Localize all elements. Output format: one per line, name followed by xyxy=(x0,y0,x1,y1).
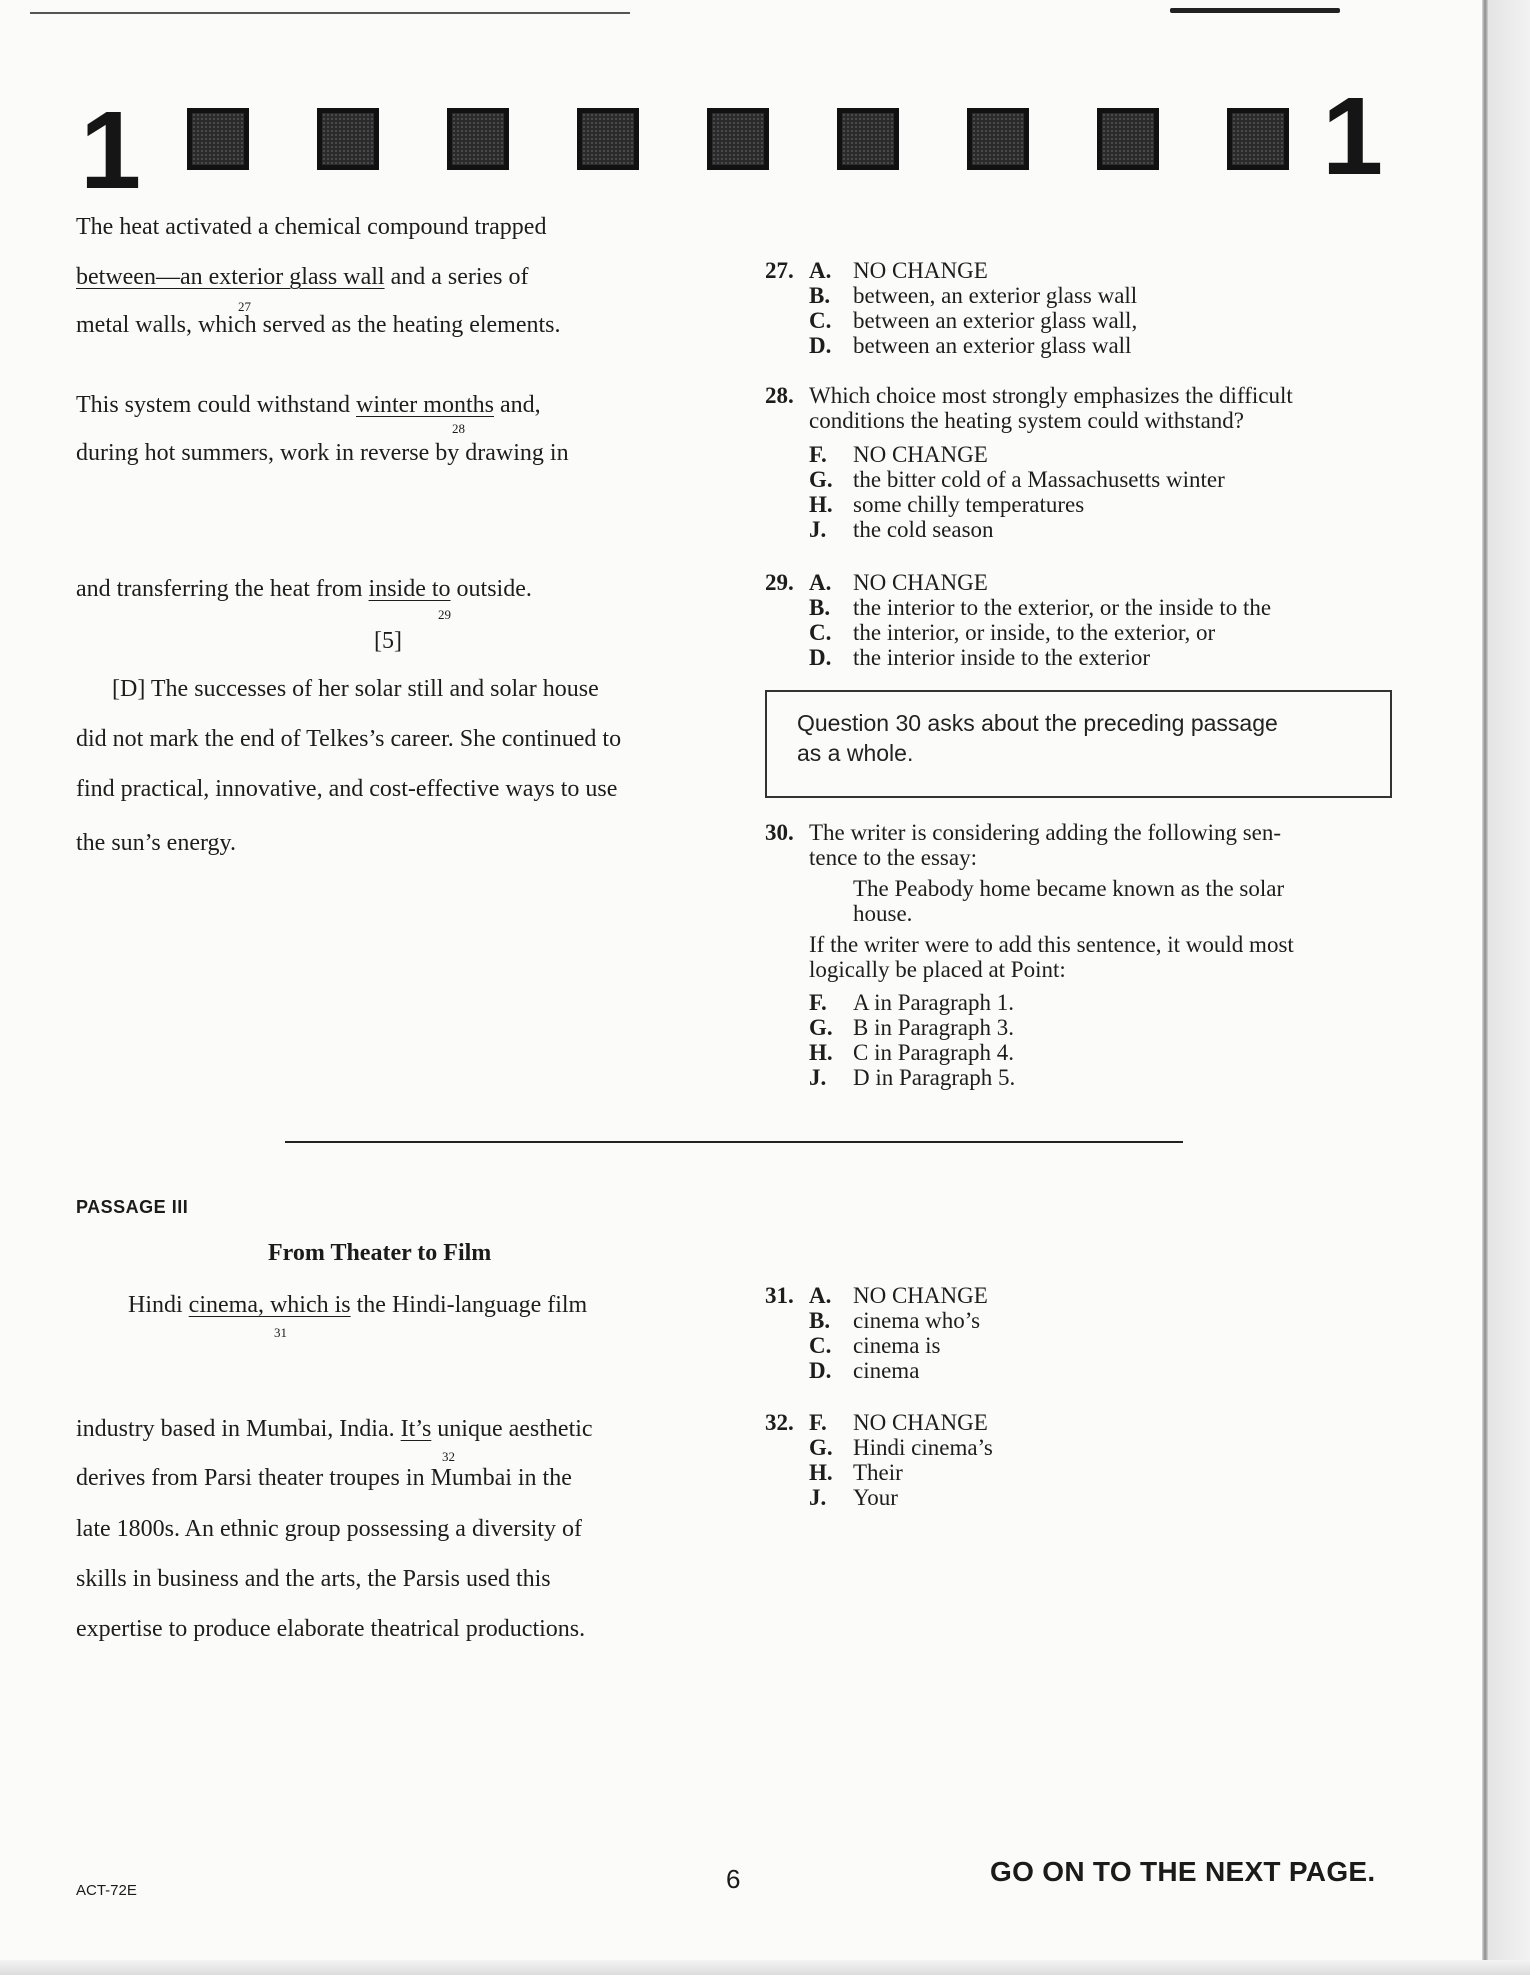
option-text: the bitter cold of a Massachusetts winter xyxy=(853,467,1225,492)
passage-line xyxy=(128,1290,587,1320)
ref-number-32: 32 xyxy=(442,1449,455,1464)
question-number: 29. xyxy=(765,570,794,595)
option-text: cinema who’s xyxy=(853,1308,981,1333)
callout-text: as a whole. xyxy=(797,740,914,766)
passage-title: From Theater to Film xyxy=(268,1240,492,1266)
question-stem: tence to the essay: xyxy=(809,845,977,870)
question-31 xyxy=(765,1283,988,1383)
question-28 xyxy=(765,383,1293,542)
header-square xyxy=(837,108,899,170)
option-text: Their xyxy=(853,1460,903,1485)
question-number: 31. xyxy=(765,1283,794,1308)
option-letter: H. xyxy=(809,492,833,517)
section-divider xyxy=(285,1141,1183,1143)
option-letter: A. xyxy=(809,570,832,595)
option-letter: D. xyxy=(809,1358,832,1383)
question-number: 28. xyxy=(765,383,794,408)
option-letter: H. xyxy=(809,1040,833,1065)
underlined-segment-27[interactable]: between—an exterior glass wall xyxy=(76,264,385,290)
option-text: the interior, or inside, to the exterior, or xyxy=(853,620,1216,645)
question-stem: logically be placed at Point: xyxy=(809,957,1066,982)
option-text: between an exterior glass wall xyxy=(853,333,1132,358)
form-code: ACT-72E xyxy=(76,1882,137,1899)
option-text: between, an exterior glass wall xyxy=(853,283,1138,308)
header-square xyxy=(187,108,249,170)
option-letter: J. xyxy=(809,1065,827,1090)
answer-option[interactable] xyxy=(809,283,1137,308)
page-number: 6 xyxy=(726,1864,741,1894)
option-letter: G. xyxy=(809,1015,833,1040)
passage-text: and, xyxy=(493,392,541,418)
option-letter: C. xyxy=(809,1333,832,1358)
passage-line: The heat activated a chemical compound trapped xyxy=(76,214,547,240)
passage-line: metal walls, which served as the heating elements. xyxy=(76,312,561,338)
ref-number-28: 28 xyxy=(452,421,465,436)
option-letter: B. xyxy=(809,595,831,620)
underlined-segment-32[interactable]: It’s xyxy=(400,1416,432,1442)
passage-line: find practical, innovative, and cost-effective ways to use xyxy=(76,776,618,802)
answer-option[interactable] xyxy=(809,1460,993,1485)
passage-line xyxy=(76,390,541,420)
answer-option[interactable] xyxy=(809,517,1293,542)
option-letter: J. xyxy=(809,1485,827,1510)
option-text: NO CHANGE xyxy=(853,442,988,467)
option-text: NO CHANGE xyxy=(853,570,988,595)
question-number: 32. xyxy=(765,1410,794,1435)
callout-text: Question 30 asks about the preceding passage xyxy=(797,710,1278,736)
passage-label: PASSAGE III xyxy=(76,1197,189,1217)
passage-text: and transferring the heat from xyxy=(76,576,369,602)
go-on-instruction: GO ON TO THE NEXT PAGE. xyxy=(990,1856,1376,1887)
question-32 xyxy=(765,1410,993,1510)
header-square xyxy=(577,108,639,170)
option-text: NO CHANGE xyxy=(853,258,988,283)
passage-text: outside. xyxy=(450,576,532,602)
passage-line xyxy=(76,262,529,292)
option-letter: H. xyxy=(809,1460,833,1485)
answer-option[interactable] xyxy=(809,308,1137,333)
section-number-left: 1 xyxy=(80,89,142,212)
answer-option[interactable] xyxy=(809,595,1271,620)
option-text: B in Paragraph 3. xyxy=(853,1015,1014,1040)
option-letter: G. xyxy=(809,467,833,492)
option-text: cinema is xyxy=(853,1333,941,1358)
option-text: NO CHANGE xyxy=(853,1410,988,1435)
option-text: the interior to the exterior, or the inside to the xyxy=(853,595,1272,620)
answer-option[interactable] xyxy=(809,1065,1294,1090)
passage-text: and a series of xyxy=(384,264,529,290)
page-edge-line xyxy=(1482,0,1488,1975)
passage-text: the Hindi-language film xyxy=(350,1292,588,1318)
option-text: Hindi cinema’s xyxy=(853,1435,993,1460)
option-letter: G. xyxy=(809,1435,833,1460)
option-text: A in Paragraph 1. xyxy=(853,990,1014,1015)
option-letter: A. xyxy=(809,1283,832,1308)
answer-option[interactable] xyxy=(809,333,1137,358)
ref-number-29: 29 xyxy=(438,607,451,622)
option-letter: A. xyxy=(809,258,832,283)
option-letter: J. xyxy=(809,517,827,542)
option-letter: B. xyxy=(809,1308,831,1333)
option-text: the interior inside to the exterior xyxy=(853,645,1150,670)
answer-option[interactable] xyxy=(809,1333,988,1358)
passage-line xyxy=(76,1414,593,1444)
answer-option[interactable] xyxy=(809,1410,993,1435)
quoted-sentence: The Peabody home became known as the solar xyxy=(853,876,1285,901)
answer-option[interactable] xyxy=(809,1435,993,1460)
header-square xyxy=(967,108,1029,170)
passage-line: during hot summers, work in reverse by drawing in xyxy=(76,440,569,466)
passage-line: late 1800s. An ethnic group possessing a diversity of xyxy=(76,1516,582,1542)
answer-option[interactable] xyxy=(809,1040,1294,1065)
option-text: C in Paragraph 4. xyxy=(853,1040,1014,1065)
answer-option[interactable] xyxy=(809,1308,988,1333)
header-square xyxy=(1097,108,1159,170)
answer-option[interactable] xyxy=(809,645,1271,670)
option-letter: D. xyxy=(809,333,832,358)
paragraph-marker: [5] xyxy=(374,628,402,654)
ref-number-27: 27 xyxy=(238,299,251,314)
passage-text: industry based in Mumbai, India. xyxy=(76,1416,401,1442)
answer-option[interactable] xyxy=(809,570,1271,595)
option-text: the cold season xyxy=(853,517,994,542)
answer-option[interactable] xyxy=(809,1485,993,1510)
passage-text: This system could withstand xyxy=(76,392,356,418)
section-number-right: 1 xyxy=(1322,75,1384,198)
answer-option[interactable] xyxy=(809,467,1293,492)
passage-line: expertise to produce elaborate theatrical productions. xyxy=(76,1616,586,1642)
option-letter: D. xyxy=(809,645,832,670)
bottom-edge-shadow xyxy=(0,1960,1530,1975)
header-square xyxy=(707,108,769,170)
passage-line xyxy=(76,574,532,604)
answer-option[interactable] xyxy=(809,620,1271,645)
answer-option[interactable] xyxy=(809,1015,1294,1040)
question-stem: The writer is considering adding the following sen- xyxy=(809,820,1282,845)
question-stem: conditions the heating system could withstand? xyxy=(809,408,1245,433)
option-letter: F. xyxy=(809,442,827,467)
option-letter: C. xyxy=(809,308,832,333)
underlined-segment-31[interactable]: cinema, which is xyxy=(188,1292,351,1318)
option-letter: F. xyxy=(809,1410,827,1435)
passage-text: unique aesthetic xyxy=(431,1416,593,1442)
header-square xyxy=(317,108,379,170)
question-27 xyxy=(765,258,1137,358)
question-30 xyxy=(765,820,1294,1090)
option-text: Your xyxy=(853,1485,898,1510)
option-letter: F. xyxy=(809,990,827,1015)
option-text: D in Paragraph 5. xyxy=(853,1065,1016,1090)
passage-text: Hindi xyxy=(128,1292,189,1318)
question-stem: If the writer were to add this sentence, it would most xyxy=(809,932,1294,957)
passage-line: [D] The successes of her solar still and solar house xyxy=(112,676,599,702)
option-text: NO CHANGE xyxy=(853,1283,988,1308)
question-29 xyxy=(765,570,1271,670)
page-edge-shadow xyxy=(1488,0,1530,1975)
header-square xyxy=(1227,108,1289,170)
question-30-callout xyxy=(765,690,1392,798)
top-scan-rule xyxy=(30,12,630,14)
passage-line: the sun’s energy. xyxy=(76,830,236,856)
ref-number-31: 31 xyxy=(274,1325,287,1340)
answer-option[interactable] xyxy=(809,1358,988,1383)
top-scan-mark xyxy=(1170,8,1340,13)
header-square xyxy=(447,108,509,170)
option-letter: C. xyxy=(809,620,832,645)
underlined-segment-28[interactable]: winter months xyxy=(355,392,494,418)
quoted-sentence: house. xyxy=(853,901,913,926)
passage-line: did not mark the end of Telkes’s career. She continued to xyxy=(76,726,622,752)
option-text: cinema xyxy=(853,1358,920,1383)
question-number: 27. xyxy=(765,258,794,283)
passage-line: derives from Parsi theater troupes in Mumbai in the xyxy=(76,1465,572,1491)
question-stem: Which choice most strongly emphasizes the difficult xyxy=(809,383,1293,408)
answer-option[interactable] xyxy=(809,258,1137,283)
answer-option[interactable] xyxy=(809,990,1294,1015)
question-number: 30. xyxy=(765,820,794,845)
passage-line: skills in business and the arts, the Parsis used this xyxy=(76,1566,551,1592)
underlined-segment-29[interactable]: inside to xyxy=(368,576,451,602)
answer-option[interactable] xyxy=(809,1283,988,1308)
answer-option[interactable] xyxy=(809,442,1293,467)
option-letter: B. xyxy=(809,283,831,308)
option-text: between an exterior glass wall, xyxy=(853,308,1138,333)
option-text: some chilly temperatures xyxy=(853,492,1085,517)
answer-option[interactable] xyxy=(809,492,1293,517)
